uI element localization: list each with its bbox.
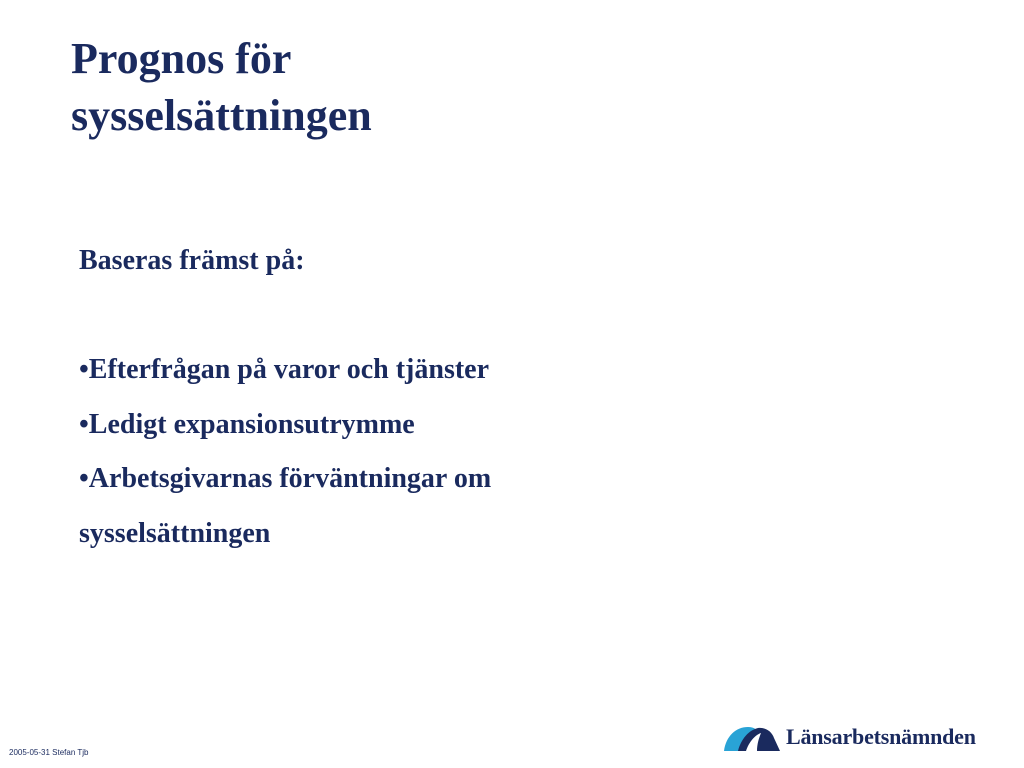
bullet-item: •Efterfrågan på varor och tjänster [79,354,490,385]
organization-logo [724,722,1014,754]
intro-text: Baseras främst på: [79,245,305,276]
bullet-item: •Ledigt expansionsutrymme [79,408,415,440]
slide-title-line-1: Prognos för [71,34,292,83]
bullet-item-continuation: sysselsättningen [79,517,271,549]
wave-logo-icon [724,724,780,752]
slide-title-line-2: sysselsättningen [71,91,372,140]
bullet-item: •Arbetsgivarnas förväntningar om [79,463,492,494]
slide-body [79,234,699,561]
logo-text: Länsarbetsnämnden [786,724,976,749]
blank-spacer [79,289,699,344]
footer-date-author: 2005-05-31 Stefan Tjb [9,748,89,757]
slide-title [71,30,671,144]
